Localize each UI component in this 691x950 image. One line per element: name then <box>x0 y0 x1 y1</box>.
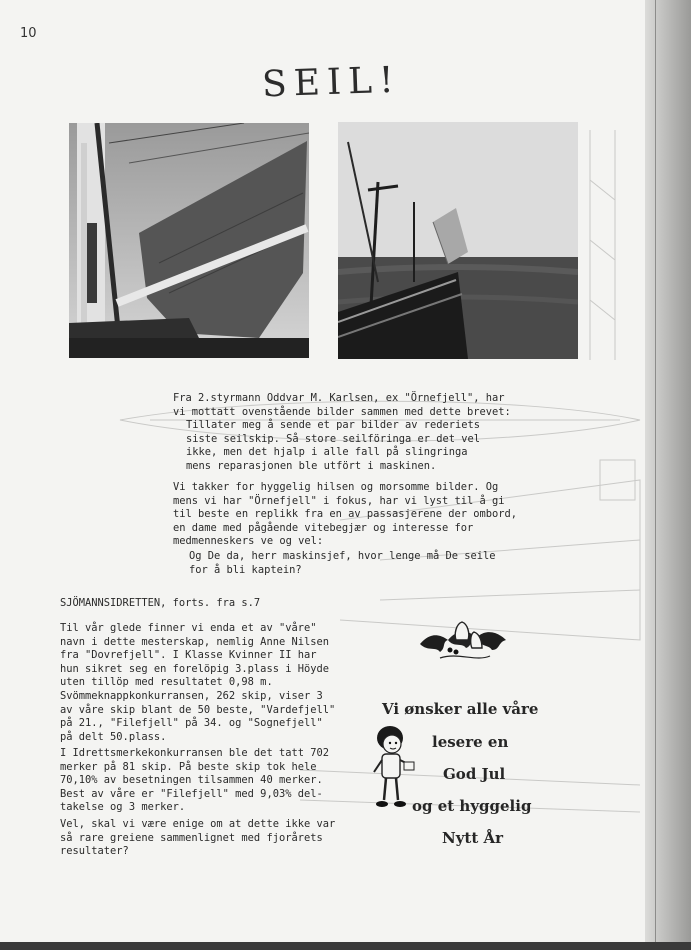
photo-ship-sail-left <box>69 123 309 358</box>
greeting-line: lesere en <box>432 733 509 751</box>
boy-figure-icon <box>370 722 416 812</box>
holly-bells-icon <box>418 618 508 664</box>
page-title: SEIL! <box>261 59 402 106</box>
greeting-line: og et hyggelig <box>412 797 532 815</box>
sports-paragraph: Svömmeknappkonkurransen, 262 skip, viser 3 av våre skip blant de 50 beste, "Vardefjell" på 21., "Filefjell" på 34. og "Sognefjell" på delt 50.plass. <box>60 690 336 743</box>
article-intro: Fra 2.styrmann Oddvar M. Karlsen, ex "Örnefjell", har vi mottatt ovenstående bilder sammen med dette brevet: <box>173 392 511 418</box>
greeting-line: Vi ønsker alle våre <box>382 700 539 718</box>
sports-paragraph: Til vår glede finner vi enda et av "våre" navn i dette mesterskap, nemlig Anne Nilsen fra "Dovrefjell". I Klasse Kvinner II har hun sikret seg en forelöpig 3.plass i Höyde uten tillöp med resultatet 0,98 m. <box>60 622 329 689</box>
section-heading: SJÖMANNSIDRETTEN, forts. fra s.7 <box>60 597 261 609</box>
photo-ship-sail-right <box>338 122 578 359</box>
page-number: 10 <box>20 26 37 41</box>
greeting-line: God Jul <box>443 765 506 783</box>
article-thanks: Vi takker for hyggelig hilsen og morsomme bilder. Og mens vi har "Örnefjell" i fokus, har vi lyst til å gi til beste en replikk fra en av passasjerene der ombord, en dame med pågående vitebegjær og interesse for medmenneskers ve og vel: <box>173 481 518 548</box>
greeting-line: Nytt År <box>442 829 504 847</box>
bottom-edge <box>0 942 691 950</box>
letter-quote: Tillater meg å sende et par bilder av rederiets siste seilskip. Så store seilföringa er det vel ikke, men det hjalp i alle fall på slingringa mens reparasjonen ble utfört i maskinen. <box>186 419 481 472</box>
sports-paragraph: I Idrettsmerkekonkurransen ble det tatt 702 merker på 81 skip. På beste skip tok hele 70,10% av besetningen tilsammen 40 merker. Best av våre er "Filefjell" med 9,03% del- takelse og 3 merker. <box>60 747 329 814</box>
page-edge <box>645 0 691 950</box>
passenger-quote: Og De da, herr maskinsjef, hvor lenge må De seile for å bli kaptein? <box>189 550 496 576</box>
sports-paragraph: Vel, skal vi være enige om at dette ikke var så rare greiene sammenlignet med fjorårets resultater? <box>60 818 336 858</box>
